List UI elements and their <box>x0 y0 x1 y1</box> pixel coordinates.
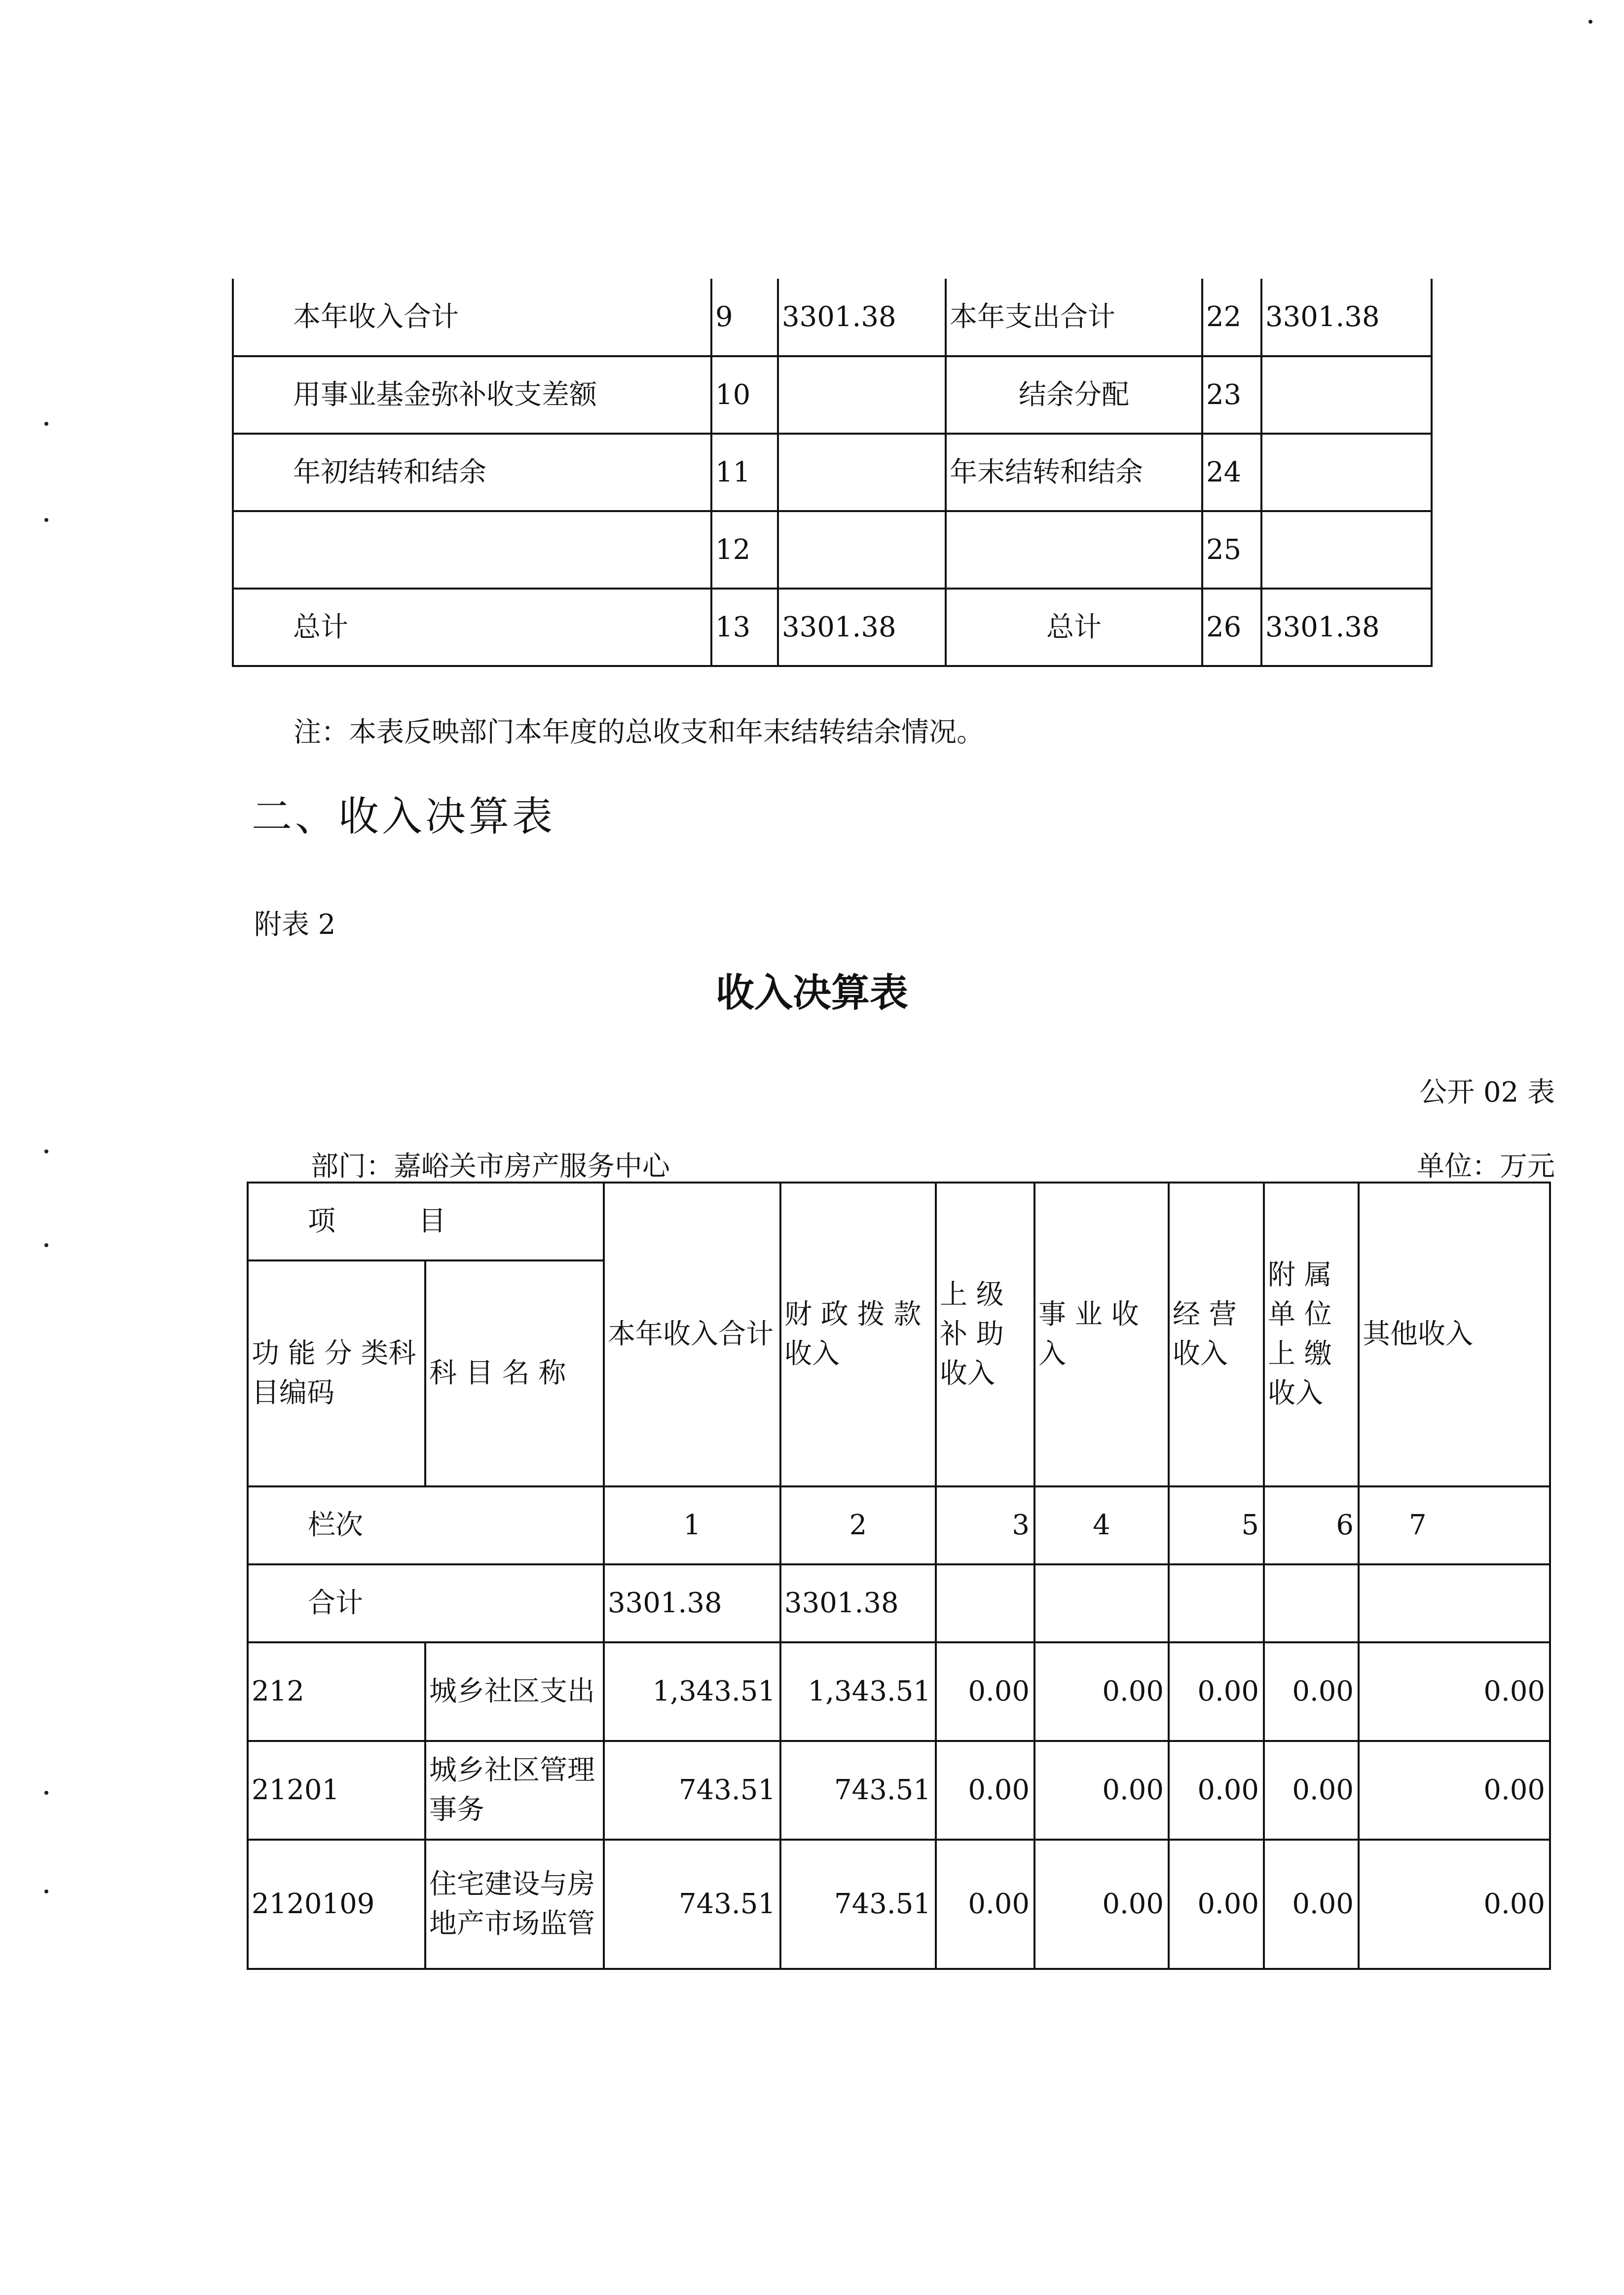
left-value <box>778 356 946 434</box>
right-row-no: 24 <box>1202 434 1261 511</box>
right-label: 结余分配 <box>946 356 1202 434</box>
column-row-label: 栏次 <box>248 1486 604 1564</box>
right-label <box>946 511 1202 589</box>
header-operating: 经 营 收入 <box>1169 1183 1264 1486</box>
header-other: 其他收入 <box>1359 1183 1550 1486</box>
left-row-no: 10 <box>711 356 778 434</box>
superior-value: 0.00 <box>936 1642 1034 1741</box>
left-value <box>778 434 946 511</box>
table-title: 收入决算表 <box>715 971 908 1015</box>
right-value: 3301.38 <box>1261 279 1432 356</box>
header-business: 事 业 收 入 <box>1034 1183 1169 1486</box>
sum-empty <box>1264 1564 1359 1642</box>
table-row <box>248 1840 1550 1969</box>
affiliated-value: 0.00 <box>1264 1642 1359 1741</box>
fiscal-value: 1,343.51 <box>780 1642 936 1741</box>
left-label: 本年收入合计 <box>233 279 711 356</box>
right-row-no: 26 <box>1202 589 1261 666</box>
scan-speck <box>44 422 48 426</box>
func-code: 21201 <box>248 1741 425 1840</box>
left-label: 年初结转和结余 <box>233 434 711 511</box>
scan-speck <box>44 1889 48 1893</box>
header-superior: 上 级 补 助 收入 <box>936 1183 1034 1486</box>
other-value: 0.00 <box>1359 1840 1550 1969</box>
left-row-no: 9 <box>711 279 778 356</box>
column-number: 5 <box>1169 1486 1264 1564</box>
total-value: 743.51 <box>604 1741 780 1840</box>
table-row <box>233 589 1432 666</box>
left-row-no: 12 <box>711 511 778 589</box>
scan-speck <box>44 1149 48 1153</box>
fiscal-value: 743.51 <box>780 1840 936 1969</box>
right-label: 年末结转和结余 <box>946 434 1202 511</box>
right-label: 本年支出合计 <box>946 279 1202 356</box>
affiliated-value: 0.00 <box>1264 1840 1359 1969</box>
left-value: 3301.38 <box>778 279 946 356</box>
left-value: 3301.38 <box>778 589 946 666</box>
scan-speck <box>44 1791 48 1795</box>
sum-empty <box>936 1564 1034 1642</box>
column-number: 1 <box>604 1486 780 1564</box>
subject-name: 城乡社区管理事务 <box>425 1741 604 1840</box>
sum-empty <box>1034 1564 1169 1642</box>
unit-label: 单位：万元 <box>1417 1150 1555 1183</box>
total-value: 743.51 <box>604 1840 780 1969</box>
other-value: 0.00 <box>1359 1741 1550 1840</box>
column-number: 4 <box>1034 1486 1169 1564</box>
superior-value: 0.00 <box>936 1741 1034 1840</box>
table-row <box>233 511 1432 589</box>
right-value: 3301.38 <box>1261 589 1432 666</box>
table-row <box>248 1642 1550 1741</box>
scan-speck <box>44 518 48 522</box>
superior-value: 0.00 <box>936 1840 1034 1969</box>
sum-empty <box>1169 1564 1264 1642</box>
left-label: 总计 <box>233 589 711 666</box>
business-value: 0.00 <box>1034 1642 1169 1741</box>
column-number: 7 <box>1359 1486 1550 1564</box>
right-value <box>1261 356 1432 434</box>
column-number: 3 <box>936 1486 1034 1564</box>
section-heading: 二、收入决算表 <box>252 793 556 840</box>
right-value <box>1261 434 1432 511</box>
header-row <box>248 1183 1550 1260</box>
sum-empty <box>1359 1564 1550 1642</box>
table-row <box>233 279 1432 356</box>
header-subject-name: 科 目 名 称 <box>425 1260 604 1486</box>
right-label: 总计 <box>946 589 1202 666</box>
balance-summary-table <box>232 279 1433 667</box>
header-affiliated: 附 属 单 位 上 缴 收入 <box>1264 1183 1359 1486</box>
income-table <box>247 1182 1551 1970</box>
right-row-no: 25 <box>1202 511 1261 589</box>
left-label <box>233 511 711 589</box>
operating-value: 0.00 <box>1169 1642 1264 1741</box>
column-number: 2 <box>780 1486 936 1564</box>
header-fiscal: 财 政 拨 款 收入 <box>780 1183 936 1486</box>
scan-speck <box>1588 20 1592 24</box>
fiscal-value: 743.51 <box>780 1741 936 1840</box>
affiliated-value: 0.00 <box>1264 1741 1359 1840</box>
department-label: 部门：嘉峪关市房产服务中心 <box>311 1150 670 1183</box>
right-value <box>1261 511 1432 589</box>
right-row-no: 23 <box>1202 356 1261 434</box>
sum-label: 合计 <box>248 1564 604 1642</box>
header-item: 项 目 <box>248 1183 604 1260</box>
operating-value: 0.00 <box>1169 1840 1264 1969</box>
func-code: 212 <box>248 1642 425 1741</box>
attachment-label: 附表 2 <box>254 909 336 941</box>
left-value <box>778 511 946 589</box>
table-row <box>233 356 1432 434</box>
left-row-no: 13 <box>711 589 778 666</box>
table-number: 公开 02 表 <box>1419 1076 1555 1109</box>
other-value: 0.00 <box>1359 1642 1550 1741</box>
right-row-no: 22 <box>1202 279 1261 356</box>
operating-value: 0.00 <box>1169 1741 1264 1840</box>
column-number-row <box>248 1486 1550 1564</box>
total-value: 1,343.51 <box>604 1642 780 1741</box>
header-total: 本年收入合计 <box>604 1183 780 1486</box>
sum-row <box>248 1564 1550 1642</box>
scan-speck <box>44 1243 48 1247</box>
subject-name: 城乡社区支出 <box>425 1642 604 1741</box>
header-func-code: 功 能 分 类科目编码 <box>248 1260 425 1486</box>
table-row <box>233 434 1432 511</box>
left-row-no: 11 <box>711 434 778 511</box>
business-value: 0.00 <box>1034 1741 1169 1840</box>
subject-name: 住宅建设与房地产市场监管 <box>425 1840 604 1969</box>
sum-total: 3301.38 <box>604 1564 780 1642</box>
left-label: 用事业基金弥补收支差额 <box>233 356 711 434</box>
table-row <box>248 1741 1550 1840</box>
business-value: 0.00 <box>1034 1840 1169 1969</box>
func-code: 2120109 <box>248 1840 425 1969</box>
sum-fiscal: 3301.38 <box>780 1564 936 1642</box>
table-note: 注：本表反映部门本年度的总收支和年末结转结余情况。 <box>294 716 984 748</box>
column-number: 6 <box>1264 1486 1359 1564</box>
